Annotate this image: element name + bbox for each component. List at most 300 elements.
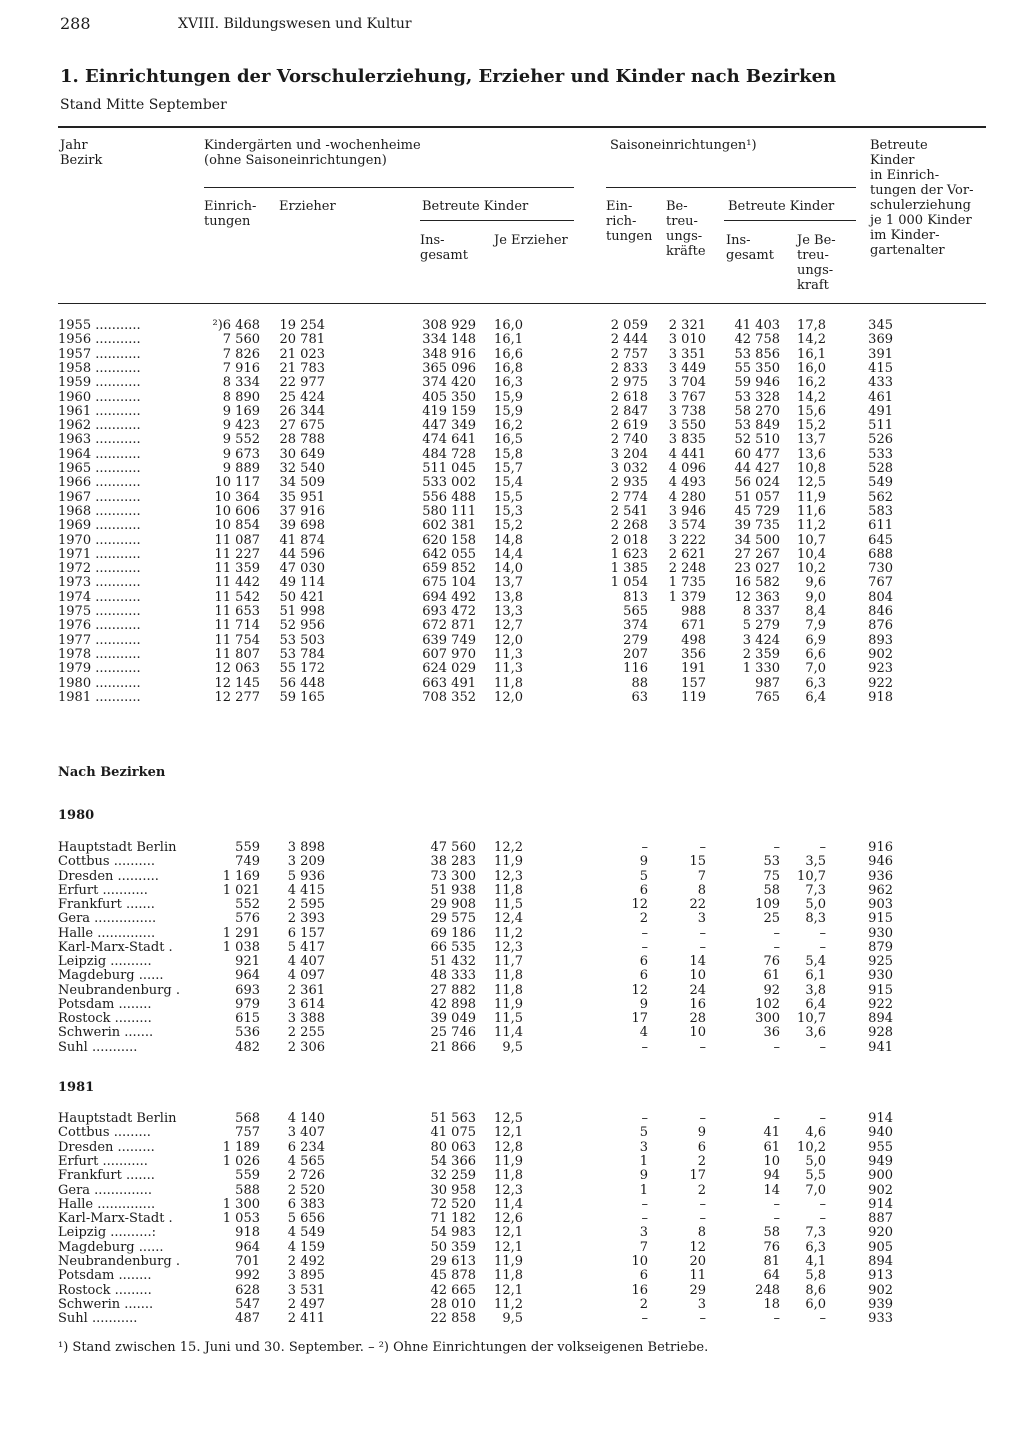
cell-i: 474 641 (422, 432, 476, 448)
cell-j: 15,9 (494, 403, 523, 419)
row-label: 1975 ........... (58, 604, 141, 619)
cell-j: 11,3 (494, 661, 523, 677)
header-rule-saison (606, 187, 856, 188)
cell-si: 765 (755, 689, 780, 705)
header-line: gartenalter (870, 243, 945, 258)
cell-i: 51 432 (430, 954, 476, 969)
table-row (0, 1011, 1024, 1026)
cell-t: 936 (868, 868, 893, 884)
row-label: 1966 ........... (58, 475, 141, 491)
row-label: 1978 ........... (58, 646, 141, 662)
cell-se: 7 (639, 1239, 648, 1255)
table-row (0, 1025, 1024, 1040)
table-row (0, 332, 1024, 347)
row-label: 1980 ........... (58, 675, 141, 691)
row-label: Cottbus .......... (58, 854, 156, 870)
row-label: Gera .............. (58, 1182, 153, 1198)
cell-j: 16,5 (494, 432, 523, 448)
table-row (0, 897, 1024, 912)
cell-e: 701 (235, 1254, 260, 1269)
cell-z: 2 306 (287, 1039, 325, 1055)
cell-j: 16,8 (494, 360, 523, 376)
cell-j: 11,3 (494, 646, 523, 662)
cell-sj: 3,5 (805, 854, 826, 870)
header-line: Bezirk (60, 153, 103, 168)
header-einrichtungen (204, 199, 256, 229)
table-row (0, 547, 1024, 562)
cell-sj: 7,3 (805, 1225, 826, 1241)
cell-sb: – (699, 1111, 706, 1126)
table-row (0, 1311, 1024, 1326)
cell-e: 8 334 (222, 375, 260, 391)
cell-t: 876 (868, 618, 893, 634)
cell-e: 11 087 (214, 532, 260, 548)
cell-si: 53 (763, 854, 780, 870)
cell-i: 80 063 (430, 1139, 476, 1155)
cell-z: 4 159 (287, 1239, 325, 1255)
cell-i: 66 535 (430, 939, 476, 955)
cell-z: 3 895 (287, 1268, 325, 1284)
cell-e: 11 807 (214, 646, 260, 662)
cell-sb: – (699, 840, 706, 855)
cell-se: 16 (631, 1282, 648, 1298)
cell-t: 902 (868, 646, 893, 662)
row-label: Neubrandenburg . (58, 1254, 180, 1269)
cell-si: 36 (763, 1025, 780, 1041)
cell-si: 102 (755, 996, 780, 1012)
cell-e: 10 606 (214, 503, 260, 519)
cell-si: 58 (763, 882, 780, 898)
cell-sj: 10,4 (797, 546, 826, 562)
cell-t: 930 (868, 968, 893, 984)
cell-se: 9 (639, 854, 648, 870)
cell-sb: 28 (689, 1011, 706, 1026)
row-label: Gera ............... (58, 911, 157, 927)
cell-se: 3 032 (610, 461, 648, 476)
cell-e: 11 653 (214, 604, 260, 619)
cell-z: 2 497 (287, 1296, 325, 1312)
header-line: rich- (606, 214, 637, 229)
cell-j: 12,0 (494, 689, 523, 705)
cell-i: 708 352 (422, 689, 476, 705)
table-row (0, 869, 1024, 884)
cell-sb: 14 (689, 954, 706, 969)
cell-se: 2 757 (610, 346, 648, 362)
cell-sb: 498 (681, 632, 706, 648)
cell-se: 1 385 (610, 561, 648, 577)
cell-sj: 14,2 (797, 389, 826, 405)
cell-i: 45 878 (430, 1268, 476, 1284)
cell-i: 659 852 (422, 561, 476, 577)
header-rule-betreute (420, 220, 574, 221)
cell-j: 12,5 (494, 1111, 523, 1126)
cell-t: 925 (868, 954, 893, 969)
cell-e: 11 714 (214, 618, 260, 634)
cell-i: 29 908 (430, 897, 476, 912)
header-line: Betreute Kinder (422, 199, 529, 214)
cell-sj: 14,2 (797, 332, 826, 348)
cell-sj: 7,0 (805, 1182, 826, 1198)
header-betreute-je-1000 (870, 138, 973, 258)
table-row (0, 883, 1024, 898)
cell-z: 56 448 (279, 675, 325, 691)
cell-j: 15,4 (494, 475, 523, 491)
cell-se: 2 975 (610, 375, 648, 391)
cell-sj: 7,0 (805, 661, 826, 677)
cell-e: 1 189 (222, 1139, 260, 1155)
row-label: Karl-Marx-Stadt . (58, 1211, 173, 1227)
cell-j: 13,7 (494, 575, 523, 591)
cell-sj: 5,0 (805, 1153, 826, 1169)
table-row (0, 1040, 1024, 1055)
cell-se: 2 935 (610, 475, 648, 491)
cell-t: 894 (868, 1011, 893, 1026)
cell-sb: 3 351 (668, 346, 706, 362)
cell-sb: 3 574 (668, 518, 706, 534)
table-row (0, 1225, 1024, 1240)
cell-se: 1 (639, 1153, 648, 1169)
cell-si: 42 758 (734, 332, 780, 348)
cell-i: 675 104 (422, 575, 476, 591)
cell-z: 3 898 (287, 840, 325, 855)
cell-se: 813 (623, 589, 648, 605)
cell-z: 50 421 (279, 589, 325, 605)
cell-sj: 3,8 (805, 982, 826, 998)
cell-sb: 3 835 (668, 432, 706, 448)
cell-se: 88 (631, 675, 648, 691)
cell-e: 11 542 (214, 589, 260, 605)
cell-j: 12,6 (494, 1211, 523, 1227)
header-line: Be- (666, 199, 688, 214)
header-line: Je Erzieher (494, 233, 568, 248)
cell-sj: 6,4 (805, 689, 826, 705)
table-row (0, 954, 1024, 969)
cell-si: – (773, 1111, 780, 1126)
cell-sb: 7 (697, 868, 706, 884)
cell-e: 615 (235, 1011, 260, 1026)
cell-j: 15,8 (494, 446, 523, 462)
cell-sb: – (699, 925, 706, 941)
cell-i: 47 560 (430, 840, 476, 855)
row-label: Magdeburg ...... (58, 968, 164, 984)
row-label: Schwerin ....... (58, 1025, 154, 1041)
cell-i: 21 866 (430, 1039, 476, 1055)
cell-sj: – (819, 1311, 826, 1327)
row-label: 1963 ........... (58, 432, 141, 448)
cell-sj: 8,6 (805, 1282, 826, 1298)
cell-se: 3 204 (610, 446, 648, 462)
cell-sj: 3,6 (805, 1025, 826, 1041)
cell-e: 1 291 (222, 925, 260, 941)
cell-se: – (641, 939, 648, 955)
cell-sj: – (819, 939, 826, 955)
cell-z: 4 549 (287, 1225, 325, 1241)
cell-sb: 119 (681, 689, 706, 705)
cell-j: 13,8 (494, 589, 523, 605)
cell-sj: 10,8 (797, 461, 826, 476)
cell-i: 663 491 (422, 675, 476, 691)
header-line: Jahr (60, 138, 88, 153)
cell-se: 1 (639, 1182, 648, 1198)
cell-t: 767 (868, 575, 893, 591)
cell-j: 11,8 (494, 982, 523, 998)
cell-z: 53 503 (279, 632, 325, 648)
cell-j: 11,9 (494, 854, 523, 870)
cell-z: 5 936 (287, 868, 325, 884)
cell-sj: 15,6 (797, 403, 826, 419)
cell-i: 51 563 (430, 1111, 476, 1126)
cell-j: 11,9 (494, 996, 523, 1012)
cell-j: 11,8 (494, 968, 523, 984)
header-line: gesamt (726, 248, 774, 263)
row-label: 1955 ........... (58, 318, 141, 333)
cell-t: 804 (868, 589, 893, 605)
cell-j: 11,8 (494, 1168, 523, 1184)
cell-sj: 10,7 (797, 868, 826, 884)
header-line: Ein- (606, 199, 633, 214)
header-line: Ins- (420, 233, 445, 248)
row-label: Suhl ........... (58, 1039, 138, 1055)
cell-z: 55 172 (279, 661, 325, 677)
cell-si: – (773, 1039, 780, 1055)
cell-se: 12 (631, 897, 648, 912)
cell-sb: 3 550 (668, 418, 706, 434)
cell-j: 11,7 (494, 954, 523, 969)
cell-z: 2 726 (287, 1168, 325, 1184)
cell-se: 10 (631, 1254, 648, 1269)
cell-se: 207 (623, 646, 648, 662)
cell-z: 39 698 (279, 518, 325, 534)
cell-si: 3 424 (742, 632, 780, 648)
cell-sb: 17 (689, 1168, 706, 1184)
cell-se: 6 (639, 954, 648, 969)
cell-t: 491 (868, 403, 893, 419)
cell-sj: 13,6 (797, 446, 826, 462)
cell-se: – (641, 1311, 648, 1327)
table-row (0, 390, 1024, 405)
cell-z: 2 255 (287, 1025, 325, 1041)
cell-sb: 10 (689, 968, 706, 984)
cell-i: 42 898 (430, 996, 476, 1012)
cell-i: 42 665 (430, 1282, 476, 1298)
cell-e: 9 889 (222, 461, 260, 476)
cell-z: 37 916 (279, 503, 325, 519)
cell-se: 17 (631, 1011, 648, 1026)
cell-j: 15,9 (494, 389, 523, 405)
cell-si: 81 (763, 1254, 780, 1269)
cell-j: 12,2 (494, 840, 523, 855)
cell-sb: – (699, 939, 706, 955)
cell-z: 21 783 (279, 360, 325, 376)
cell-j: 11,4 (494, 1025, 523, 1041)
table-row (0, 1111, 1024, 1126)
table-row (0, 490, 1024, 505)
cell-e: 12 145 (214, 675, 260, 691)
cell-i: 447 349 (422, 418, 476, 434)
header-s-insgesamt (726, 233, 774, 263)
cell-i: 672 871 (422, 618, 476, 634)
cell-se: 6 (639, 882, 648, 898)
cell-t: 914 (868, 1111, 893, 1126)
table-row (0, 854, 1024, 869)
cell-si: 64 (763, 1268, 780, 1284)
cell-sb: 4 280 (668, 489, 706, 505)
cell-t: 391 (868, 346, 893, 362)
cell-j: 12,8 (494, 1139, 523, 1155)
cell-sj: 16,2 (797, 375, 826, 391)
table-row (0, 1283, 1024, 1298)
cell-z: 3 531 (287, 1282, 325, 1298)
cell-j: 12,0 (494, 632, 523, 648)
cell-j: 11,9 (494, 1153, 523, 1169)
row-label: 1971 ........... (58, 546, 141, 562)
cell-si: 25 (763, 911, 780, 927)
row-label: Cottbus ......... (58, 1125, 151, 1141)
cell-sb: 3 704 (668, 375, 706, 391)
cell-t: 922 (868, 675, 893, 691)
row-label: Dresden .......... (58, 868, 159, 884)
cell-e: 992 (235, 1268, 260, 1284)
cell-sj: 6,3 (805, 1239, 826, 1255)
table-row (0, 1254, 1024, 1269)
cell-si: 60 477 (734, 446, 780, 462)
cell-sb: 16 (689, 996, 706, 1012)
cell-e: 12 063 (214, 661, 260, 677)
cell-t: 894 (868, 1254, 893, 1269)
cell-sb: 3 (697, 1296, 706, 1312)
cell-i: 29 613 (430, 1254, 476, 1269)
cell-si: 61 (763, 968, 780, 984)
cell-se: 3 (639, 1225, 648, 1241)
cell-e: 552 (235, 897, 260, 912)
cell-j: 12,4 (494, 911, 523, 927)
cell-se: 374 (623, 618, 648, 634)
row-label: 1967 ........... (58, 489, 141, 505)
row-label: Erfurt ........... (58, 1153, 148, 1169)
cell-sb: 29 (689, 1282, 706, 1298)
header-line: Ins- (726, 233, 751, 248)
cell-sj: 6,1 (805, 968, 826, 984)
cell-si: 2 359 (742, 646, 780, 662)
table-row (0, 375, 1024, 390)
cell-e: 979 (235, 996, 260, 1012)
cell-sb: 3 946 (668, 503, 706, 519)
table-row (0, 561, 1024, 576)
row-label: 1957 ........... (58, 346, 141, 362)
cell-se: – (641, 1039, 648, 1055)
cell-z: 3 407 (287, 1125, 325, 1141)
cell-t: 941 (868, 1039, 893, 1055)
cell-si: 53 849 (734, 418, 780, 434)
cell-se: 2 268 (610, 518, 648, 534)
header-line: kraft (797, 278, 829, 293)
cell-z: 32 540 (279, 461, 325, 476)
cell-z: 22 977 (279, 375, 325, 391)
cell-se: 2 (639, 911, 648, 927)
cell-i: 405 350 (422, 389, 476, 405)
row-label: Karl-Marx-Stadt . (58, 939, 173, 955)
cell-j: 12,7 (494, 618, 523, 634)
cell-t: 928 (868, 1025, 893, 1041)
cell-sb: 3 222 (668, 532, 706, 548)
cell-i: 54 983 (430, 1225, 476, 1241)
cell-j: 12,3 (494, 939, 523, 955)
cell-t: 730 (868, 561, 893, 577)
cell-t: 415 (868, 360, 893, 376)
row-label: 1961 ........... (58, 403, 141, 419)
table-row (0, 461, 1024, 476)
cell-z: 28 788 (279, 432, 325, 448)
cell-j: 12,3 (494, 868, 523, 884)
cell-j: 16,0 (494, 318, 523, 333)
cell-sb: – (699, 1196, 706, 1212)
cell-j: 14,4 (494, 546, 523, 562)
cell-sj: 16,0 (797, 360, 826, 376)
cell-i: 693 472 (422, 604, 476, 619)
page-number: 288 (60, 14, 91, 33)
row-label: 1964 ........... (58, 446, 141, 462)
cell-t: 902 (868, 1182, 893, 1198)
cell-sj: 10,7 (797, 532, 826, 548)
row-label: Suhl ........... (58, 1311, 138, 1327)
cell-sb: – (699, 1311, 706, 1327)
table-title: 1. Einrichtungen der Vorschulerziehung, Erzieher und Kinder nach Bezirken (60, 66, 837, 87)
table-top-rule (58, 126, 986, 128)
cell-i: 48 333 (430, 968, 476, 984)
table-row (0, 518, 1024, 533)
cell-sj: – (819, 1111, 826, 1126)
cell-j: 14,8 (494, 532, 523, 548)
cell-i: 365 096 (422, 360, 476, 376)
cell-sj: 6,4 (805, 996, 826, 1012)
row-label: 1965 ........... (58, 461, 141, 476)
cell-si: 300 (755, 1011, 780, 1026)
cell-z: 2 595 (287, 897, 325, 912)
cell-j: 15,7 (494, 461, 523, 476)
cell-t: 940 (868, 1125, 893, 1141)
cell-e: 1 169 (222, 868, 260, 884)
cell-j: 15,3 (494, 503, 523, 519)
cell-z: 25 424 (279, 389, 325, 405)
row-label: Hauptstadt Berlin (58, 1111, 177, 1126)
section-nach-bezirken: Nach Bezirken (58, 765, 166, 780)
cell-t: 946 (868, 854, 893, 870)
cell-sj: 12,5 (797, 475, 826, 491)
cell-i: 419 159 (422, 403, 476, 419)
cell-e: 1 026 (222, 1153, 260, 1169)
cell-si: 10 (763, 1153, 780, 1169)
cell-sb: 8 (697, 882, 706, 898)
cell-j: 11,5 (494, 1011, 523, 1026)
cell-sb: 2 (697, 1153, 706, 1169)
cell-sj: 6,0 (805, 1296, 826, 1312)
cell-j: 14,0 (494, 561, 523, 577)
header-line: je 1 000 Kinder (870, 213, 972, 228)
cell-t: 915 (868, 982, 893, 998)
cell-i: 607 970 (422, 646, 476, 662)
cell-sj: 4,6 (805, 1125, 826, 1141)
cell-si: 34 500 (734, 532, 780, 548)
table-row (0, 533, 1024, 548)
cell-z: 47 030 (279, 561, 325, 577)
cell-j: 11,8 (494, 1268, 523, 1284)
header-line: tungen (606, 229, 653, 244)
cell-sj: 8,3 (805, 911, 826, 927)
cell-z: 2 411 (287, 1311, 325, 1327)
row-label: Leipzig ..........: (58, 1225, 156, 1241)
cell-se: 279 (623, 632, 648, 648)
cell-si: 14 (763, 1182, 780, 1198)
